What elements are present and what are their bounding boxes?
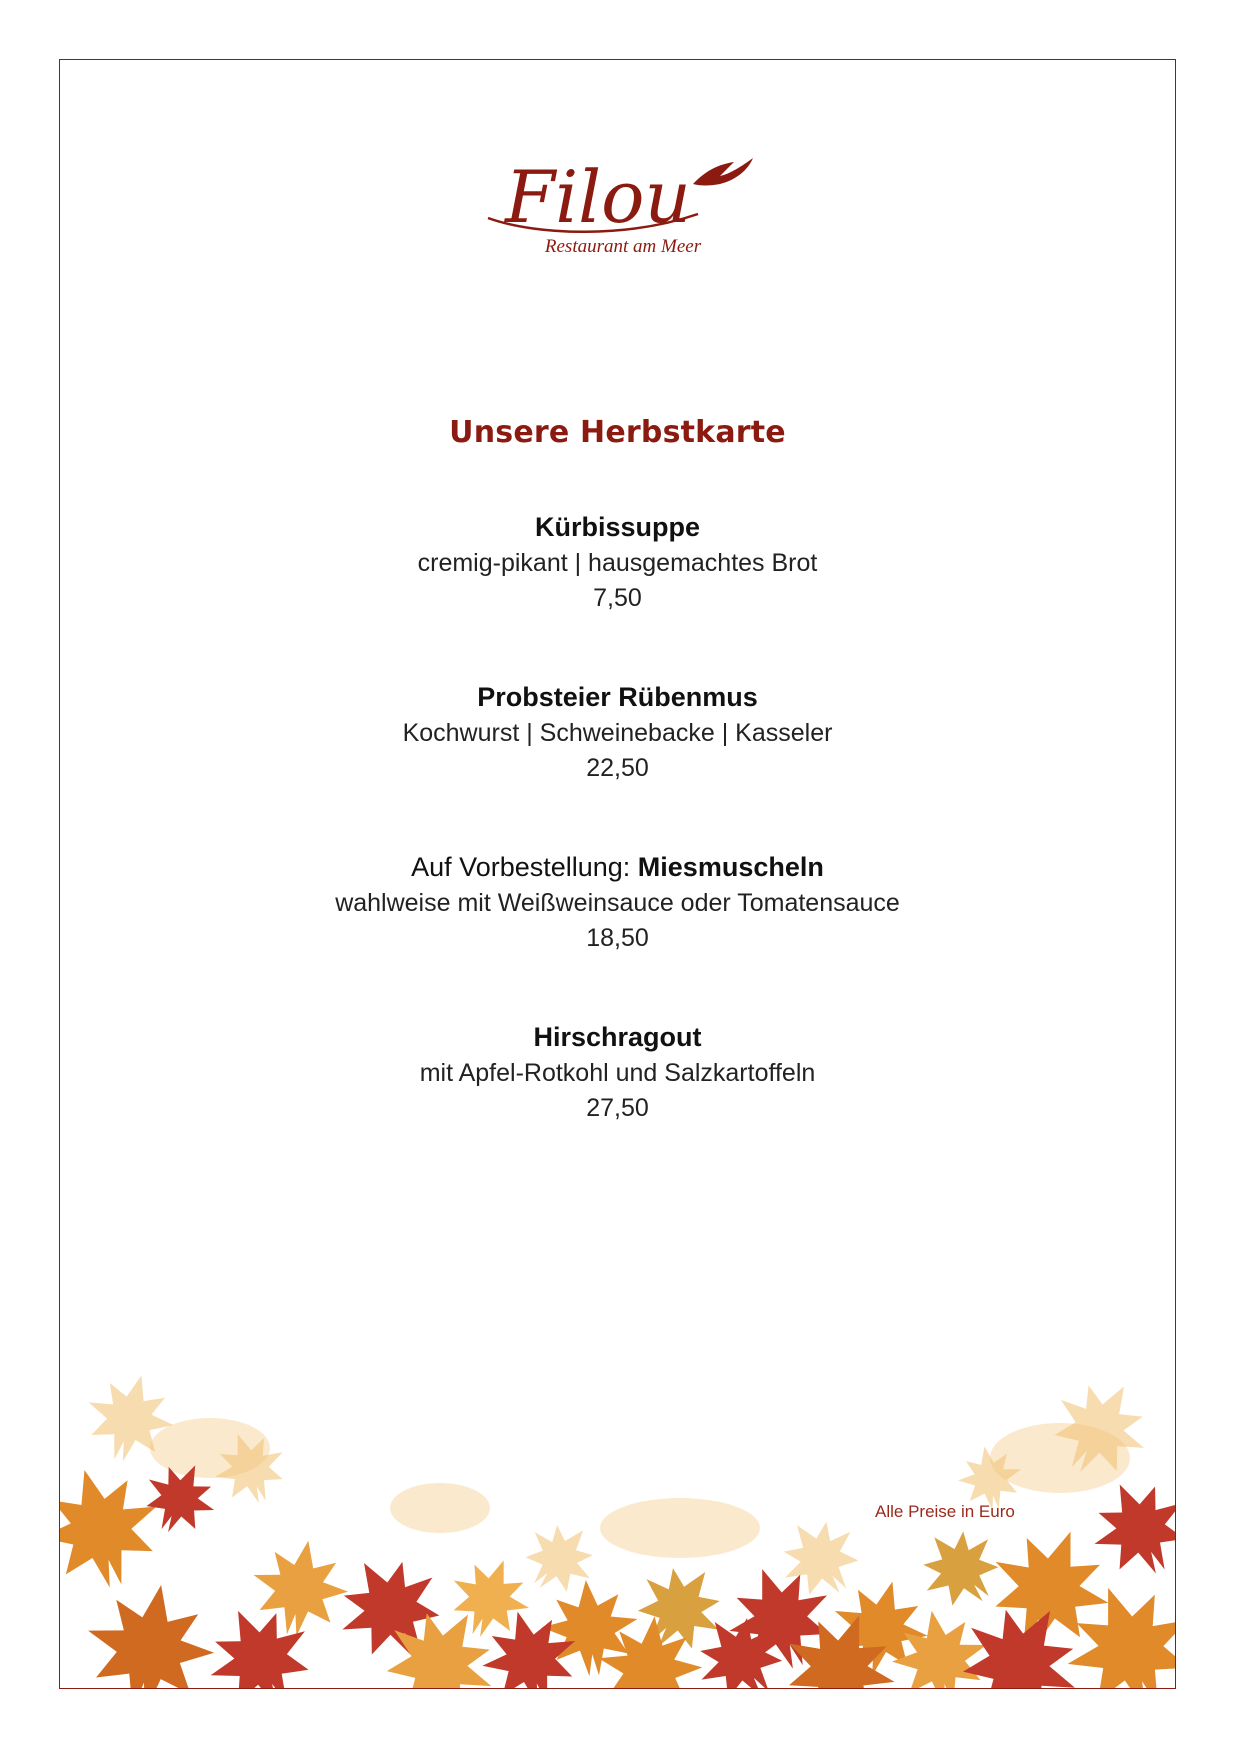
dish-name: [60, 1018, 1175, 1056]
dish-name: [60, 848, 1175, 886]
dish-title: Kürbissuppe: [534, 512, 701, 542]
dish-prefix: Auf Vorbestellung:: [411, 852, 638, 882]
dish-description: wahlweise mit Weißweinsauce oder Tomatensauce: [335, 889, 900, 917]
logo-wordmark: Filou: [504, 155, 691, 239]
dish-price: 27,50: [586, 1094, 649, 1122]
dish-description: mit Apfel-Rotkohl und Salzkartoffeln: [419, 1059, 816, 1087]
seagull-icon: [693, 158, 753, 186]
dish-name: [60, 508, 1175, 546]
logo-graphic: [448, 140, 788, 260]
menu-page: [59, 59, 1176, 1689]
dish-title: Miesmuscheln: [637, 852, 824, 882]
autumn-leaves-decoration: [60, 1358, 1176, 1688]
restaurant-logo: [60, 140, 1175, 260]
dish-price: 18,50: [586, 924, 649, 952]
dish-title: Probsteier Rübenmus: [477, 682, 758, 712]
dish-price: 7,50: [593, 584, 642, 612]
dish-item: [60, 508, 1175, 616]
dish-description: cremig-pikant | hausgemachtes Brot: [417, 549, 818, 577]
dish-item: [60, 848, 1175, 956]
dish-item: [60, 678, 1175, 786]
price-note: Alle Preise in Euro: [875, 1502, 1015, 1521]
dish-title: Hirschragout: [533, 1022, 702, 1052]
logo-tagline: Restaurant am Meer: [544, 236, 701, 257]
menu-heading: Unsere Herbstkarte: [449, 415, 786, 450]
dish-item: [60, 1018, 1175, 1126]
dish-price: 22,50: [586, 754, 649, 782]
dish-name: [60, 678, 1175, 716]
dish-description: Kochwurst | Schweinebacke | Kasseler: [402, 719, 833, 747]
